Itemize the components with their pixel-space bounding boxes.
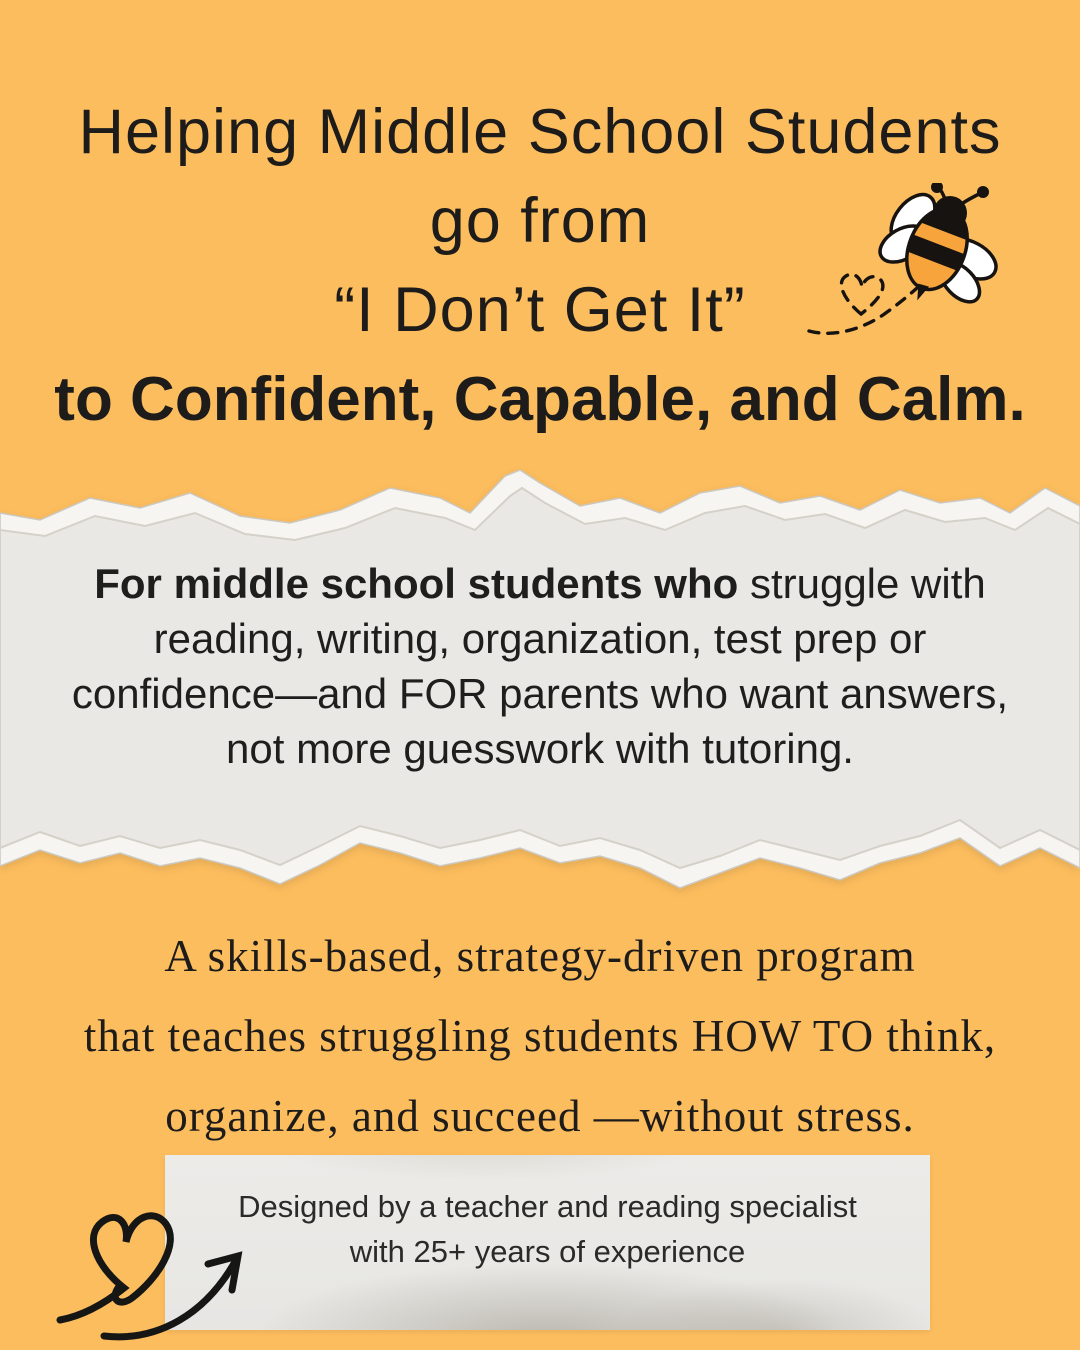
- heart-arrow-doodle: [48, 1198, 318, 1350]
- program-line-1: A skills-based, strategy-driven program: [164, 931, 916, 981]
- audience-line-2: reading, writing, organization, test prep or: [153, 615, 927, 662]
- heart-doodle: [60, 1216, 170, 1320]
- bee-icon: [795, 183, 1020, 343]
- headline-line-1: Helping Middle School Students: [78, 97, 1002, 167]
- audience-statement: [40, 556, 1040, 776]
- headline-line-2: go from: [429, 186, 651, 256]
- credential-line-1: Designed by a teacher and reading specialist: [238, 1188, 857, 1224]
- program-description: [0, 916, 1080, 1156]
- credential-line-2: with 25+ years of experience: [349, 1233, 746, 1269]
- program-line-2: that teaches struggling students HOW TO think,: [83, 1011, 997, 1061]
- headline-line-3-quote: “I Don’t Get It”: [334, 275, 746, 345]
- audience-line-4: not more guesswork with tutoring.: [226, 725, 854, 772]
- dashed-heart-flight-trail: [809, 274, 917, 333]
- audience-line-1-bold: For middle school students who: [94, 560, 739, 607]
- headline-line-4-bold: to Confident, Capable, and Calm.: [54, 365, 1026, 434]
- audience-line-1: [40, 556, 1040, 611]
- bee-head: [933, 196, 967, 230]
- audience-line-3: confidence—and FOR parents who want answers,: [71, 670, 1009, 717]
- program-line-3: organize, and succeed —without stress.: [165, 1091, 915, 1141]
- audience-line-1-rest: struggle with: [738, 560, 986, 607]
